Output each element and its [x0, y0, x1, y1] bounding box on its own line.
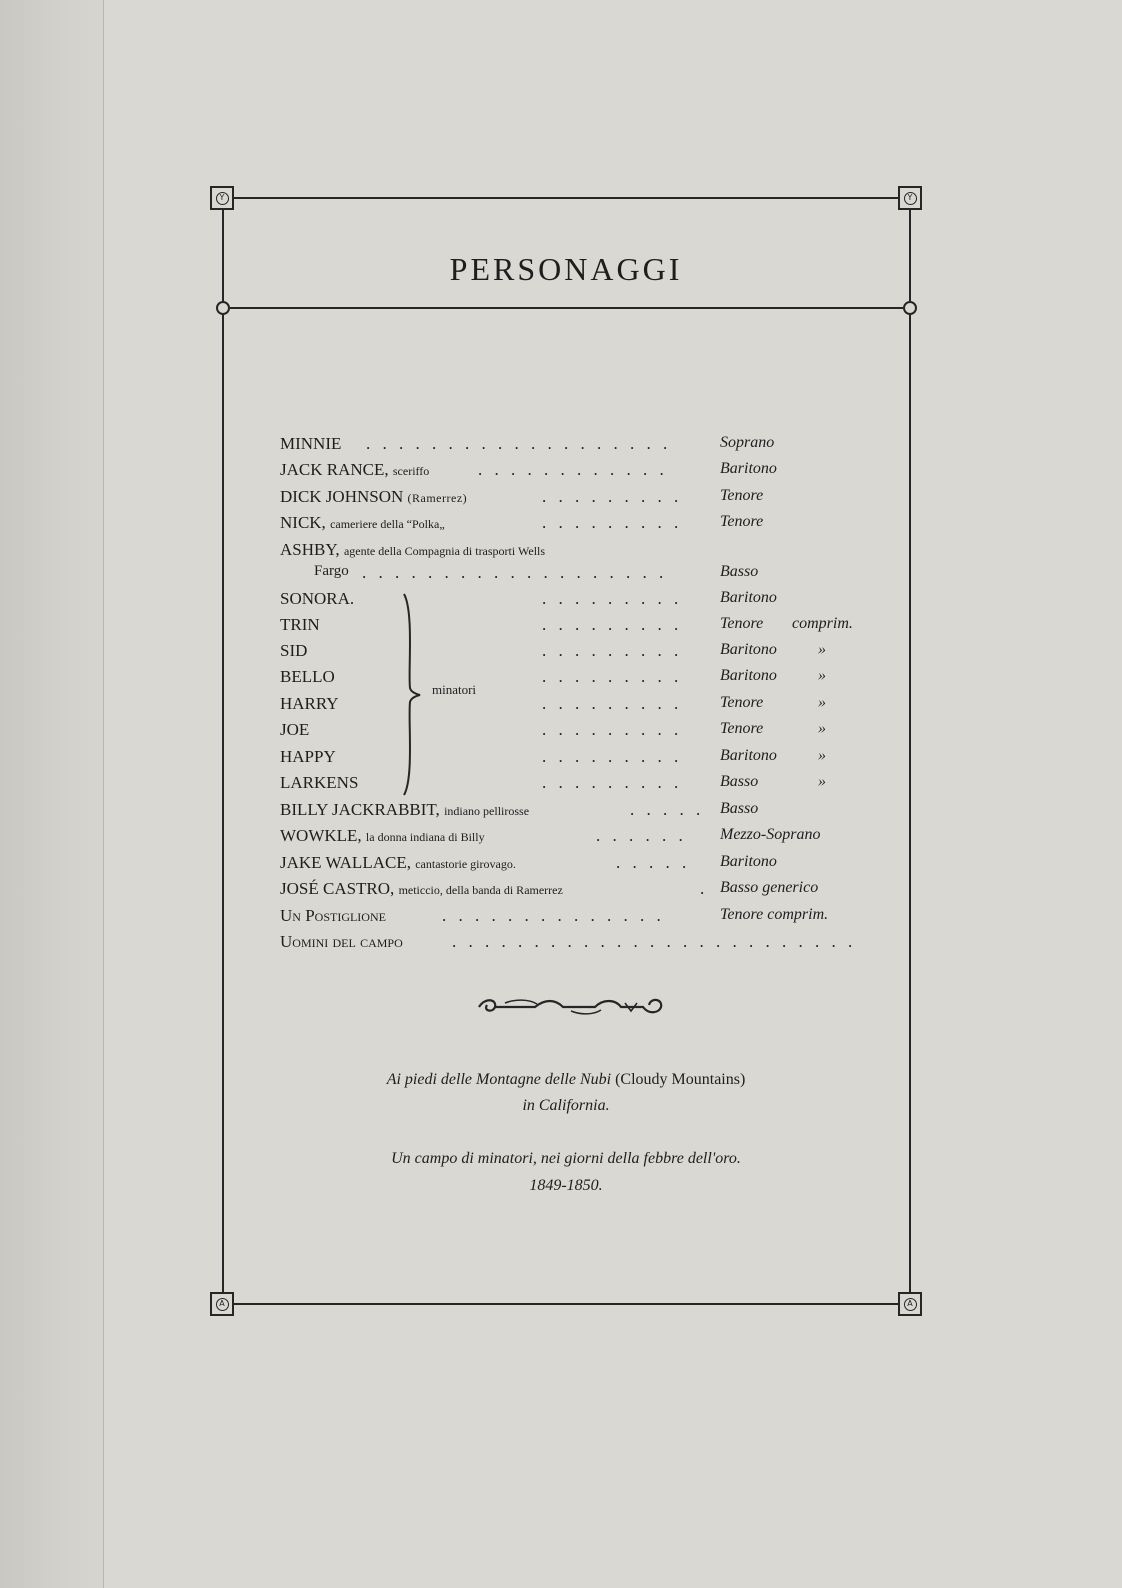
cast-name: Fargo — [314, 563, 349, 579]
group-brace — [400, 592, 424, 797]
leader-dots: . . . . . . . . . . . . . . . . . . . . . . . . . — [452, 932, 857, 951]
ring-ornament-left — [216, 301, 230, 315]
voice-type: Tenore — [720, 694, 764, 711]
voice-qualifier: comprim. — [792, 615, 853, 632]
frame-header-rule — [230, 307, 903, 309]
voice-type: Tenore — [720, 615, 764, 632]
cast-name: BELLO — [280, 667, 335, 686]
page-title: PERSONAGGI — [449, 251, 683, 288]
voice-type: Basso generico — [720, 879, 819, 896]
ditto-mark: » — [818, 720, 826, 737]
leader-dots: . . . . . . . . . — [542, 747, 683, 766]
voice-type: Basso — [720, 773, 759, 790]
voice-type: Tenore — [720, 513, 764, 530]
leader-dots: . . . . . . . . . . . . . . . . . . . — [366, 434, 672, 453]
cast-name — [280, 513, 445, 533]
cast-name: HAPPY — [280, 747, 336, 766]
voice-type: Tenore — [720, 487, 764, 504]
cast-name-main: JAKE WALLACE, — [280, 853, 411, 872]
voice-type: Baritono — [720, 853, 777, 870]
cast-name-main: JACK RANCE, — [280, 460, 389, 479]
cast-name — [280, 460, 429, 480]
cast-name — [280, 879, 563, 899]
cast-name-main: DICK JOHNSON — [280, 487, 404, 506]
leader-dots: . . . . . . . . . — [542, 694, 683, 713]
cast-row — [280, 826, 870, 852]
cast-name: LARKENS — [280, 773, 359, 792]
cast-row — [280, 667, 870, 693]
frame-bottom-rule — [234, 1303, 899, 1305]
ring-ornament-right — [903, 301, 917, 315]
cast-name-main: NICK, — [280, 513, 326, 532]
voice-type: Baritono — [720, 747, 777, 764]
cast-row — [280, 773, 870, 799]
cast-note: la donna indiana di Billy — [365, 830, 485, 844]
cast-name: Un Postiglione — [280, 906, 386, 925]
leader-dots: . . . . . . — [596, 826, 687, 845]
cast-row — [280, 487, 870, 513]
corner-ornament-top-right: Y — [898, 186, 922, 210]
cast-name: Uomini del campo — [280, 932, 403, 951]
cast-row — [280, 720, 870, 746]
cast-row — [280, 434, 870, 460]
ditto-mark: » — [818, 641, 826, 658]
setting-place-english: (Cloudy Mountains) — [615, 1071, 746, 1088]
cast-name: HARRY — [280, 694, 339, 713]
ditto-mark: » — [818, 773, 826, 790]
voice-type: Soprano — [720, 434, 775, 451]
cast-row — [280, 694, 870, 720]
frame-right-rule — [909, 208, 911, 1293]
page-fold — [103, 0, 104, 1588]
setting-place: Ai piedi delle Montagne delle Nubi — [386, 1071, 612, 1088]
leader-dots: . . . . . — [616, 853, 691, 872]
leader-dots: . . . . . . . . . — [542, 773, 683, 792]
leader-dots: . . . . . . . . . — [542, 589, 683, 608]
cast-row — [280, 589, 870, 615]
cast-note: meticcio, della banda di Ramerrez — [398, 883, 563, 897]
voice-type: Baritono — [720, 641, 777, 658]
leader-dots: . . . . . — [630, 800, 705, 819]
corner-ornament-top-left: Y — [210, 186, 234, 210]
cast-row — [280, 513, 870, 539]
cast-row — [280, 747, 870, 773]
ditto-mark: » — [818, 747, 826, 764]
setting-line-2: in California. — [522, 1097, 610, 1114]
voice-type: Baritono — [720, 460, 777, 477]
cast-name — [280, 826, 485, 846]
cast-name — [280, 487, 467, 507]
cast-name — [280, 853, 516, 873]
cast-row — [280, 615, 870, 641]
voice-type: Basso — [720, 563, 759, 580]
voice-type: Basso — [720, 800, 759, 817]
setting-line-1 — [222, 1071, 910, 1089]
voice-type: Mezzo-Soprano — [720, 826, 821, 843]
leader-dots: . . . . . . . . . . . . . . — [442, 906, 665, 925]
cast-name — [280, 800, 529, 820]
leader-dots: . . . . . . . . . — [542, 487, 683, 506]
cast-name — [280, 540, 545, 560]
corner-ornament-bottom-right: A — [898, 1292, 922, 1316]
cast-note: sceriffo — [392, 464, 430, 478]
cast-name: TRIN — [280, 615, 320, 634]
leader-dots: . . . . . . . . . — [542, 513, 683, 532]
page-margin — [0, 0, 103, 1588]
cast-row — [280, 932, 870, 958]
leader-dots: . . . . . . . . . — [542, 641, 683, 660]
cast-name: MINNIE — [280, 434, 342, 453]
cast-name: JOE — [280, 720, 310, 739]
voice-type: Baritono — [720, 589, 777, 606]
corner-ornament-bottom-left: A — [210, 1292, 234, 1316]
frame-left-rule — [222, 208, 224, 1293]
ditto-mark: » — [818, 667, 826, 684]
frame-top-rule — [234, 197, 899, 199]
leader-dots: . — [700, 879, 709, 898]
setting-line-3: Un campo di minatori, nei giorni della febbre dell'oro. — [391, 1150, 741, 1167]
cast-row — [280, 563, 870, 589]
voice-type: Tenore comprim. — [720, 906, 829, 923]
setting-date: 1849-1850. — [529, 1177, 603, 1194]
cast-row — [280, 460, 870, 486]
cast-note: indiano pellirosse — [444, 804, 530, 818]
cast-row — [280, 853, 870, 879]
decorative-flourish — [475, 995, 665, 1019]
cast-name-main: ASHBY, — [280, 540, 340, 559]
cast-name-main: BILLY JACKRABBIT, — [280, 800, 440, 819]
voice-type: Baritono — [720, 667, 777, 684]
voice-type: Tenore — [720, 720, 764, 737]
cast-note: (Ramerrez) — [407, 491, 468, 505]
cast-note: cameriere della “Polka„ — [330, 517, 445, 531]
leader-dots: . . . . . . . . . — [542, 720, 683, 739]
cast-row — [280, 641, 870, 667]
leader-dots: . . . . . . . . . . . . . . . . . . . — [362, 563, 668, 582]
group-label: minatori — [432, 682, 477, 697]
cast-name-main: WOWKLE, — [280, 826, 362, 845]
cast-row — [280, 879, 870, 905]
leader-dots: . . . . . . . . . — [542, 667, 683, 686]
cast-note: agente della Compagnia di trasporti Wells — [343, 544, 546, 558]
ditto-mark: » — [818, 694, 826, 711]
cast-row — [280, 906, 870, 932]
cast-name: SONORA. — [280, 589, 355, 608]
leader-dots: . . . . . . . . . . . . — [478, 460, 668, 479]
leader-dots: . . . . . . . . . — [542, 615, 683, 634]
cast-name-main: JOSÉ CASTRO, — [280, 879, 395, 898]
cast-name: SID — [280, 641, 308, 660]
cast-note: cantastorie girovago. — [415, 857, 516, 871]
cast-row — [280, 800, 870, 826]
